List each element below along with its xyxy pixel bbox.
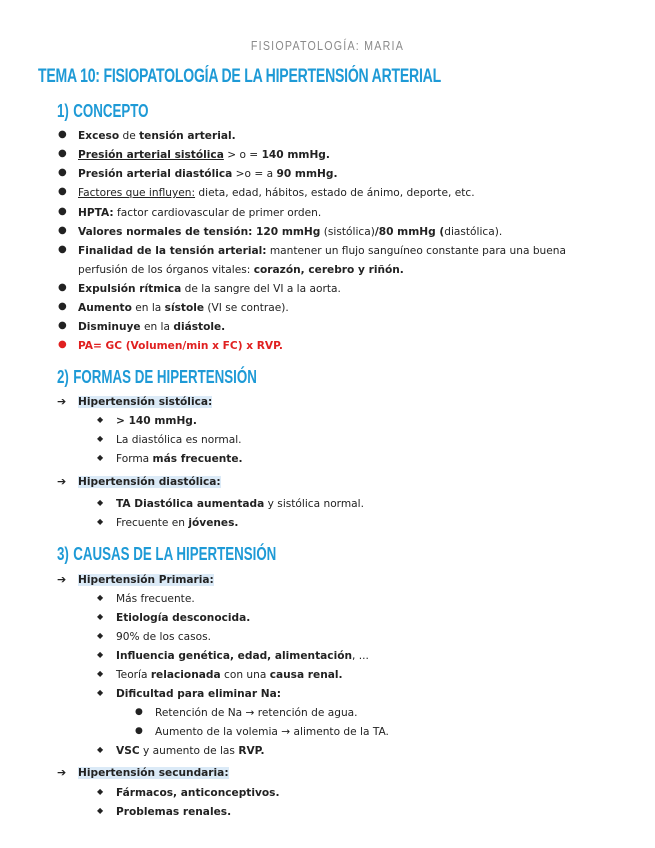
arrow-icon: ➔: [57, 395, 67, 408]
list-item-continuation: perfusión de los órganos vitales: corazón, cerebro y riñón.: [78, 264, 404, 276]
main-title: TEMA 10: FISIOPATOLOGÍA DE LA HIPERTENSIÓN ARTERIAL: [38, 66, 441, 87]
list-item: 90% de los casos.: [116, 631, 212, 643]
section-2-heading: [57, 367, 257, 388]
arrow-icon: ➔: [57, 573, 67, 586]
diamond-icon: ◆: [97, 669, 104, 678]
list-item: Frecuente en jóvenes.: [116, 517, 239, 529]
bullet-icon: ●: [58, 206, 67, 217]
diamond-icon: ◆: [97, 806, 104, 815]
bullet-icon: ●: [58, 320, 67, 331]
bullet-icon: ●: [58, 244, 67, 255]
diamond-icon: ◆: [97, 453, 104, 462]
diamond-icon: ◆: [97, 688, 104, 697]
list-item: > 140 mmHg.: [116, 415, 197, 427]
diamond-icon: ◆: [97, 631, 104, 640]
bullet-icon: ●: [58, 129, 67, 140]
diamond-icon: ◆: [97, 498, 104, 507]
bullet-icon: ●: [135, 707, 143, 717]
list-item: Etiología desconocida.: [116, 612, 251, 624]
list-item: Teoría relacionada con una causa renal.: [116, 669, 343, 681]
list-item: La diastólica es normal.: [116, 434, 242, 446]
formula-item: PA= GC (Volumen/min x FC) x RVP.: [78, 340, 283, 352]
list-item: Presión arterial sistólica > o = 140 mmHg.: [78, 149, 330, 161]
bullet-icon: ●: [58, 339, 67, 350]
diamond-icon: ◆: [97, 612, 104, 621]
list-item: Más frecuente.: [116, 593, 195, 605]
arrow-icon: ➔: [57, 766, 67, 779]
section-1-heading: [57, 101, 149, 122]
bullet-icon: ●: [58, 148, 67, 159]
list-item: TA Diastólica aumentada y sistólica normal.: [116, 498, 364, 510]
sub-heading: Hipertensión diastólica:: [78, 476, 221, 488]
diamond-icon: ◆: [97, 745, 104, 754]
bullet-icon: ●: [58, 301, 67, 312]
bullet-icon: ●: [58, 186, 67, 197]
section-title: CONCEPTO: [73, 101, 149, 121]
list-item: Problemas renales.: [116, 806, 232, 818]
diamond-icon: ◆: [97, 517, 104, 526]
sub-heading: Hipertensión Primaria:: [78, 574, 214, 586]
list-item: Dificultad para eliminar Na:: [116, 688, 281, 700]
list-item: Aumento en la sístole (VI se contrae).: [78, 302, 289, 314]
diamond-icon: ◆: [97, 593, 104, 602]
section-number: 2): [57, 367, 69, 387]
bullet-icon: ●: [58, 282, 67, 293]
list-item: Factores que influyen: dieta, edad, hábitos, estado de ánimo, deporte, etc.: [78, 187, 475, 199]
section-title: FORMAS DE HIPERTENSIÓN: [73, 367, 257, 387]
section-number: 3): [57, 544, 69, 564]
list-item: Forma más frecuente.: [116, 453, 243, 465]
list-item: Retención de Na → retención de agua.: [155, 707, 358, 719]
list-item: Finalidad de la tensión arterial: mantener un flujo sanguíneo constante para una buena: [78, 245, 566, 257]
page-header: FISIOPATOLOGÍA: MARIA: [250, 38, 405, 53]
list-item: Expulsión rítmica de la sangre del VI a la aorta.: [78, 283, 341, 295]
list-item: Fármacos, anticonceptivos.: [116, 787, 280, 799]
list-item: VSC y aumento de las RVP.: [116, 745, 265, 757]
section-title: CAUSAS DE LA HIPERTENSIÓN: [73, 544, 277, 564]
sub-heading: Hipertensión secundaria:: [78, 767, 229, 779]
diamond-icon: ◆: [97, 650, 104, 659]
list-item: Valores normales de tensión: 120 mmHg (sistólica)/80 mmHg (diastólica).: [78, 226, 503, 238]
bullet-icon: ●: [58, 167, 67, 178]
arrow-icon: ➔: [57, 475, 67, 488]
list-item: HPTA: factor cardiovascular de primer orden.: [78, 207, 322, 219]
diamond-icon: ◆: [97, 434, 104, 443]
bullet-icon: ●: [135, 726, 143, 736]
list-item: Influencia genética, edad, alimentación, ...: [116, 650, 369, 662]
diamond-icon: ◆: [97, 415, 104, 424]
bullet-icon: ●: [58, 225, 67, 236]
sub-heading: Hipertensión sistólica:: [78, 396, 213, 408]
section-3-heading: [57, 544, 276, 565]
list-item: Disminuye en la diástole.: [78, 321, 226, 333]
list-item: Presión arterial diastólica >o = a 90 mmHg.: [78, 168, 338, 180]
diamond-icon: ◆: [97, 787, 104, 796]
section-number: 1): [57, 101, 69, 121]
list-item: Exceso de tensión arterial.: [78, 130, 236, 142]
list-item: Aumento de la volemia → alimento de la TA.: [155, 726, 389, 738]
